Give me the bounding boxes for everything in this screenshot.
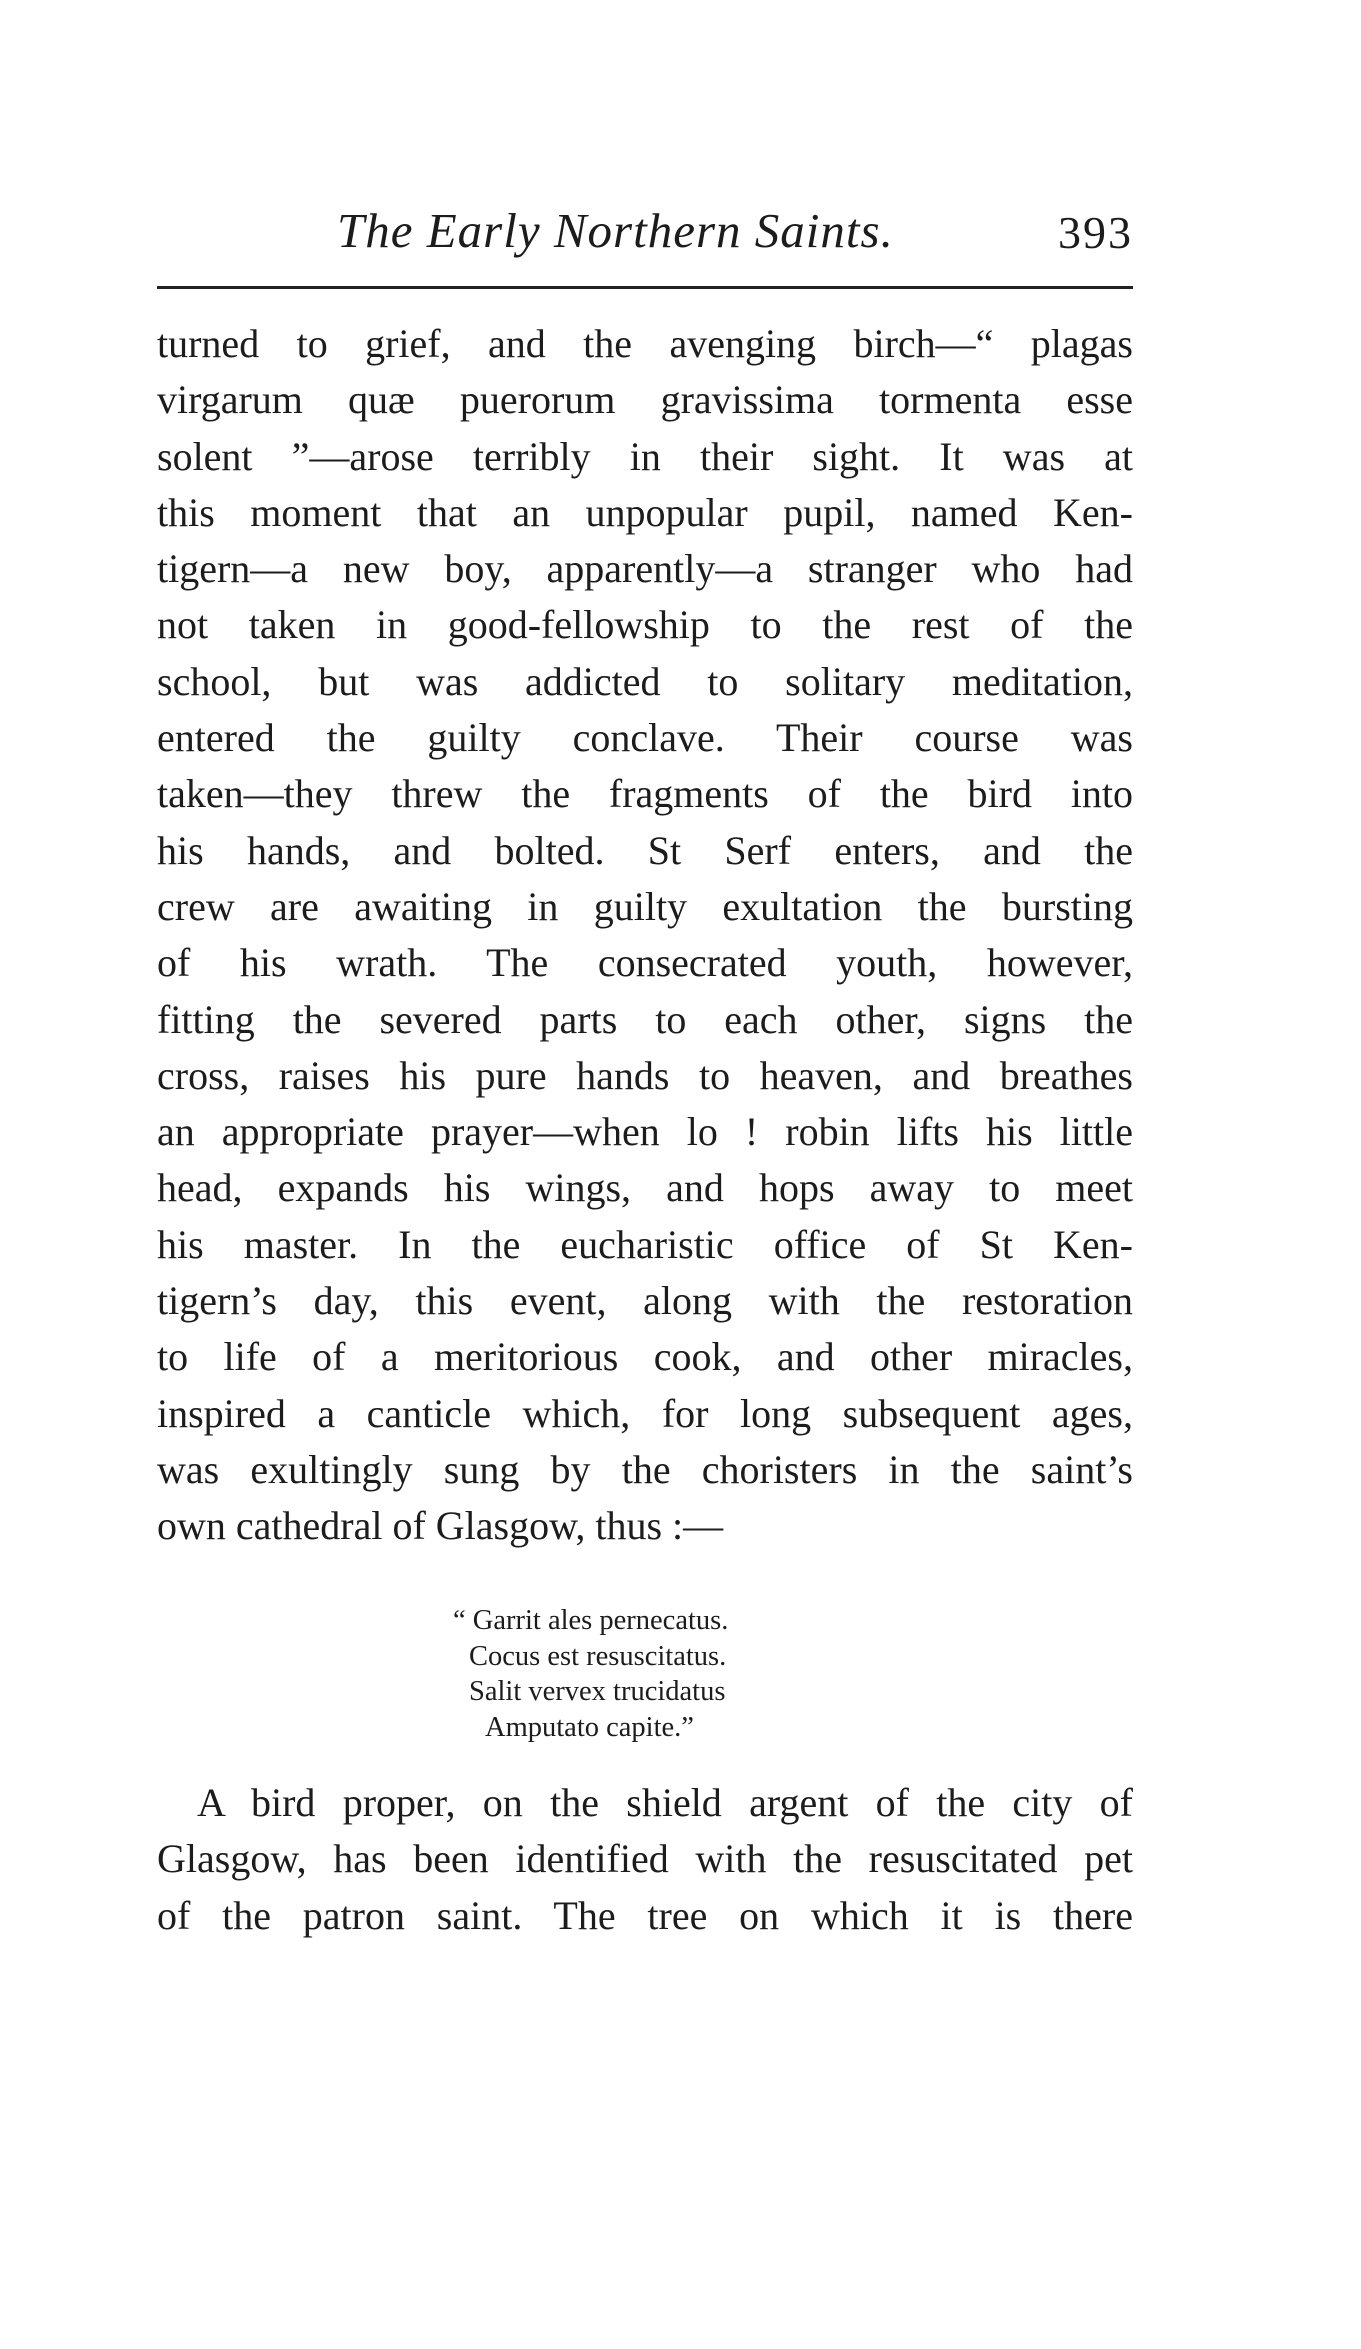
verse-line: “ Garrit ales pernecatus. — [453, 1605, 729, 1636]
text-line: head, expands his wings, and hops away to meet — [157, 1165, 1133, 1211]
text-line: his master. In the eucharistic office of St Ken- — [157, 1221, 1133, 1267]
text-line: this moment that an unpopular pupil, named Ken- — [157, 489, 1133, 535]
running-title: The Early Northern Saints. — [337, 203, 894, 258]
text-line: his hands, and bolted. St Serf enters, and the — [157, 827, 1133, 873]
text-line: solent ”—arose terribly in their sight. It was at — [157, 433, 1133, 479]
text-line: virgarum quæ puerorum gravissima tormenta esse — [157, 377, 1133, 423]
verse-line: Salit vervex trucidatus — [469, 1676, 726, 1707]
verse-quotation — [453, 1603, 728, 1745]
text-line: of his wrath. The consecrated youth, however, — [157, 940, 1133, 986]
verse-line: Amputato capite.” — [485, 1711, 694, 1743]
text-line: was exultingly sung by the choristers in the saint’s — [157, 1446, 1133, 1492]
text-line: tigern’s day, this event, along with the restoration — [157, 1278, 1133, 1324]
page-number: 393 — [1058, 207, 1133, 258]
text-line: crew are awaiting in guilty exultation the bursting — [157, 883, 1133, 929]
verse-line: Cocus est resuscitatus. — [469, 1640, 727, 1672]
text-line: taken—they threw the fragments of the bird into — [157, 771, 1133, 817]
text-line: of the patron saint. The tree on which it is there — [157, 1892, 1133, 1938]
text-line: fitting the severed parts to each other, signs the — [157, 996, 1133, 1042]
text-line: tigern—a new boy, apparently—a stranger who had — [157, 546, 1133, 592]
text-line: cross, raises his pure hands to heaven, and breathes — [157, 1052, 1133, 1098]
text-line: entered the guilty conclave. Their course was — [157, 715, 1133, 761]
header-rule — [157, 286, 1133, 289]
running-head — [157, 196, 1133, 266]
text-line: own cathedral of Glasgow, thus :— — [157, 1503, 724, 1549]
text-line: A bird proper, on the shield argent of the city of — [197, 1780, 1133, 1825]
text-line: inspired a canticle which, for long subsequent ages, — [157, 1390, 1133, 1436]
text-line: school, but was addicted to solitary meditation, — [157, 658, 1133, 704]
text-line: to life of a meritorious cook, and other miracles, — [157, 1334, 1133, 1380]
text-line: turned to grief, and the avenging birch—“ plagas — [157, 321, 1133, 366]
text-line: an appropriate prayer—when lo ! robin lifts his little — [157, 1109, 1133, 1155]
text-line: not taken in good-fellowship to the rest of the — [157, 602, 1133, 648]
text-line: Glasgow, has been identified with the resuscitated pet — [157, 1836, 1133, 1882]
paragraph-2 — [157, 1775, 1133, 1944]
paragraph-1 — [157, 316, 1133, 1555]
